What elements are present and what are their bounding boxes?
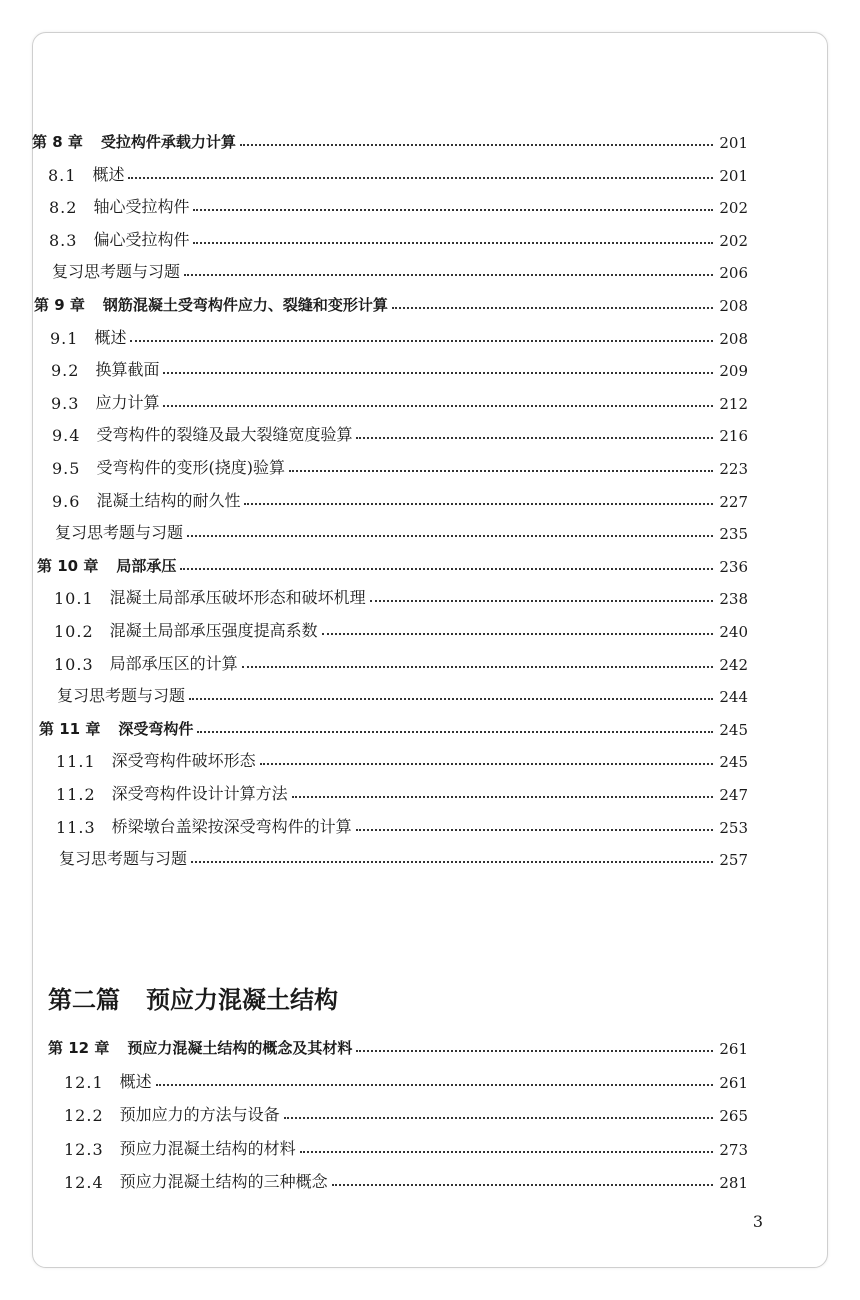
dot-leader — [332, 1184, 714, 1186]
toc-entry-section[interactable] — [52, 481, 748, 511]
dot-leader — [191, 861, 713, 863]
entry-title: 预应力混凝土结构的材料 — [119, 1138, 296, 1158]
dot-leader — [370, 600, 714, 602]
part-label: 第二篇 — [48, 985, 120, 1014]
dot-leader — [156, 1084, 714, 1086]
entry-page: 242 — [719, 655, 748, 674]
dot-leader — [392, 307, 713, 309]
entry-number: 12.3 — [64, 1139, 104, 1159]
toc-entry-section[interactable] — [54, 578, 748, 608]
entry-title: 应力计算 — [95, 392, 160, 412]
entry-number: 10.3 — [54, 654, 94, 674]
dot-leader — [180, 568, 713, 570]
dot-leader — [356, 437, 713, 439]
entry-number: 8.1 — [48, 165, 77, 185]
toc-entry-section[interactable] — [48, 155, 748, 185]
entry-number: 9.6 — [52, 491, 81, 511]
dot-leader — [197, 731, 713, 733]
entry-number: 8.2 — [49, 198, 78, 218]
entry-number: 第 12 章 — [48, 1039, 110, 1057]
entry-page: 273 — [719, 1140, 748, 1159]
entry-number: 11.2 — [56, 785, 96, 804]
toc-entry-section[interactable] — [56, 807, 748, 837]
toc-entry-section[interactable] — [52, 448, 748, 478]
entry-page: 261 — [719, 1073, 748, 1092]
dot-leader — [130, 340, 713, 342]
entry-title: 概述 — [119, 1071, 152, 1091]
entry-title: 钢筋混凝土受弯构件应力、裂缝和变形计算 — [102, 296, 388, 314]
dot-leader — [184, 274, 713, 276]
entry-page: 201 — [719, 166, 748, 185]
toc-entry-section[interactable] — [64, 1162, 748, 1192]
entry-page: 235 — [719, 525, 748, 544]
toc-entry-section[interactable] — [56, 774, 748, 804]
entry-number: 第 9 章 — [34, 296, 85, 314]
dot-leader — [128, 177, 713, 179]
toc-entry-section[interactable] — [56, 741, 748, 771]
toc-entry-review[interactable] — [57, 676, 748, 706]
entry-page: 202 — [719, 231, 748, 250]
entry-title: 复习思考题与习题 — [55, 523, 184, 543]
entry-number: 9.3 — [51, 393, 80, 413]
toc-entry-section[interactable] — [49, 220, 748, 250]
dot-leader — [292, 796, 714, 798]
toc-entry-chapter[interactable] — [37, 546, 748, 576]
entry-number: 10.1 — [54, 589, 94, 609]
dot-leader — [356, 829, 714, 831]
entry-number: 12.2 — [64, 1106, 104, 1126]
entry-page: 245 — [719, 720, 748, 739]
toc-entry-section[interactable] — [64, 1129, 748, 1159]
toc-entry-section[interactable] — [64, 1095, 748, 1125]
entry-title: 混凝土结构的耐久性 — [96, 490, 241, 510]
entry-number: 11.1 — [56, 752, 96, 772]
toc-entry-section[interactable] — [50, 318, 748, 348]
entry-title: 受弯构件的变形(挠度)验算 — [96, 458, 285, 477]
entry-number: 12.1 — [64, 1072, 104, 1092]
entry-title: 混凝土局部承压破坏形态和破坏机理 — [109, 588, 366, 608]
entry-page: 223 — [719, 460, 748, 478]
dot-leader — [240, 144, 713, 146]
entry-number: 9.4 — [52, 426, 81, 446]
toc-entry-review[interactable] — [55, 513, 748, 543]
toc-entry-chapter[interactable] — [48, 1028, 748, 1058]
entry-title: 预加应力的方法与设备 — [119, 1105, 280, 1125]
entry-page: 227 — [719, 492, 748, 511]
dot-leader — [187, 535, 713, 537]
entry-title: 深受弯构件破坏形态 — [111, 751, 256, 771]
dot-leader — [163, 405, 713, 407]
entry-title: 预应力混凝土结构的概念及其材料 — [127, 1039, 353, 1057]
entry-page: 212 — [719, 394, 748, 413]
part-heading — [48, 980, 338, 1015]
entry-page: 202 — [719, 199, 748, 218]
toc-entry-review[interactable] — [52, 252, 748, 282]
toc-entry-section[interactable] — [64, 1062, 748, 1092]
entry-title: 复习思考题与习题 — [52, 262, 181, 282]
entry-number: 8.3 — [49, 230, 78, 250]
entry-number: 11.3 — [56, 817, 96, 837]
entry-title: 混凝土局部承压强度提高系数 — [109, 621, 318, 640]
entry-page: 245 — [719, 753, 748, 772]
dot-leader — [163, 372, 713, 374]
dot-leader — [289, 470, 713, 472]
entry-page: 238 — [719, 590, 748, 609]
entry-title: 预应力混凝土结构的三种概念 — [119, 1172, 328, 1192]
toc-entry-chapter[interactable] — [32, 122, 748, 152]
entry-page: 253 — [719, 818, 748, 837]
dot-leader — [322, 633, 714, 635]
entry-title: 概述 — [94, 327, 127, 347]
toc-entry-section[interactable] — [54, 644, 748, 674]
dot-leader — [242, 666, 714, 668]
entry-title: 概述 — [92, 164, 125, 184]
entry-page: 201 — [719, 134, 748, 152]
entry-page: 236 — [719, 557, 748, 576]
part-title: 预应力混凝土结构 — [146, 985, 338, 1014]
page-number: 3 — [752, 1212, 763, 1231]
entry-page: 240 — [719, 623, 748, 641]
entry-title: 深受弯构件设计计算方法 — [111, 784, 288, 803]
toc-entry-section[interactable] — [54, 611, 748, 641]
entry-title: 复习思考题与习题 — [57, 686, 186, 706]
toc-entry-chapter[interactable] — [39, 709, 748, 739]
toc-entry-section[interactable] — [49, 187, 748, 217]
entry-page: 281 — [719, 1174, 748, 1193]
entry-page: 257 — [719, 851, 748, 870]
entry-title: 偏心受拉构件 — [93, 229, 190, 249]
entry-page: 208 — [719, 297, 748, 315]
entry-title: 局部承压区的计算 — [109, 653, 238, 673]
dot-leader — [356, 1050, 713, 1052]
entry-number: 9.2 — [51, 361, 80, 381]
entry-number: 10.2 — [54, 622, 94, 641]
entry-title: 受弯构件的裂缝及最大裂缝宽度验算 — [96, 425, 353, 445]
entry-title: 局部承压 — [116, 556, 177, 575]
dot-leader — [244, 503, 713, 505]
entry-number: 第 11 章 — [39, 719, 101, 738]
entry-title: 桥梁墩台盖梁按深受弯构件的计算 — [111, 816, 352, 836]
entry-number: 12.4 — [64, 1173, 104, 1193]
dot-leader — [193, 209, 713, 211]
entry-page: 216 — [719, 427, 748, 446]
toc-entry-section[interactable] — [51, 383, 748, 413]
entry-number: 第 8 章 — [32, 133, 83, 151]
toc-entry-section[interactable] — [51, 350, 748, 380]
entry-number: 第 10 章 — [37, 556, 99, 575]
toc-entry-review[interactable] — [59, 839, 748, 869]
entry-title: 轴心受拉构件 — [93, 197, 190, 217]
entry-title: 复习思考题与习题 — [59, 849, 188, 869]
entry-page: 208 — [719, 329, 748, 348]
entry-title: 受拉构件承载力计算 — [100, 133, 236, 151]
entry-number: 9.1 — [50, 328, 79, 348]
dot-leader — [193, 242, 713, 244]
entry-title: 深受弯构件 — [118, 719, 194, 738]
entry-page: 244 — [719, 688, 748, 707]
entry-page: 206 — [719, 264, 748, 283]
entry-page: 261 — [719, 1040, 748, 1058]
toc-entry-chapter[interactable] — [34, 285, 748, 315]
dot-leader — [300, 1151, 714, 1153]
dot-leader — [189, 698, 713, 700]
dot-leader — [284, 1117, 714, 1119]
toc-entry-section[interactable] — [52, 415, 748, 445]
entry-page: 247 — [719, 786, 748, 804]
entry-page: 209 — [719, 362, 748, 381]
entry-title: 换算截面 — [95, 360, 160, 380]
dot-leader — [260, 763, 714, 765]
entry-page: 265 — [719, 1107, 748, 1126]
entry-number: 9.5 — [52, 459, 81, 478]
